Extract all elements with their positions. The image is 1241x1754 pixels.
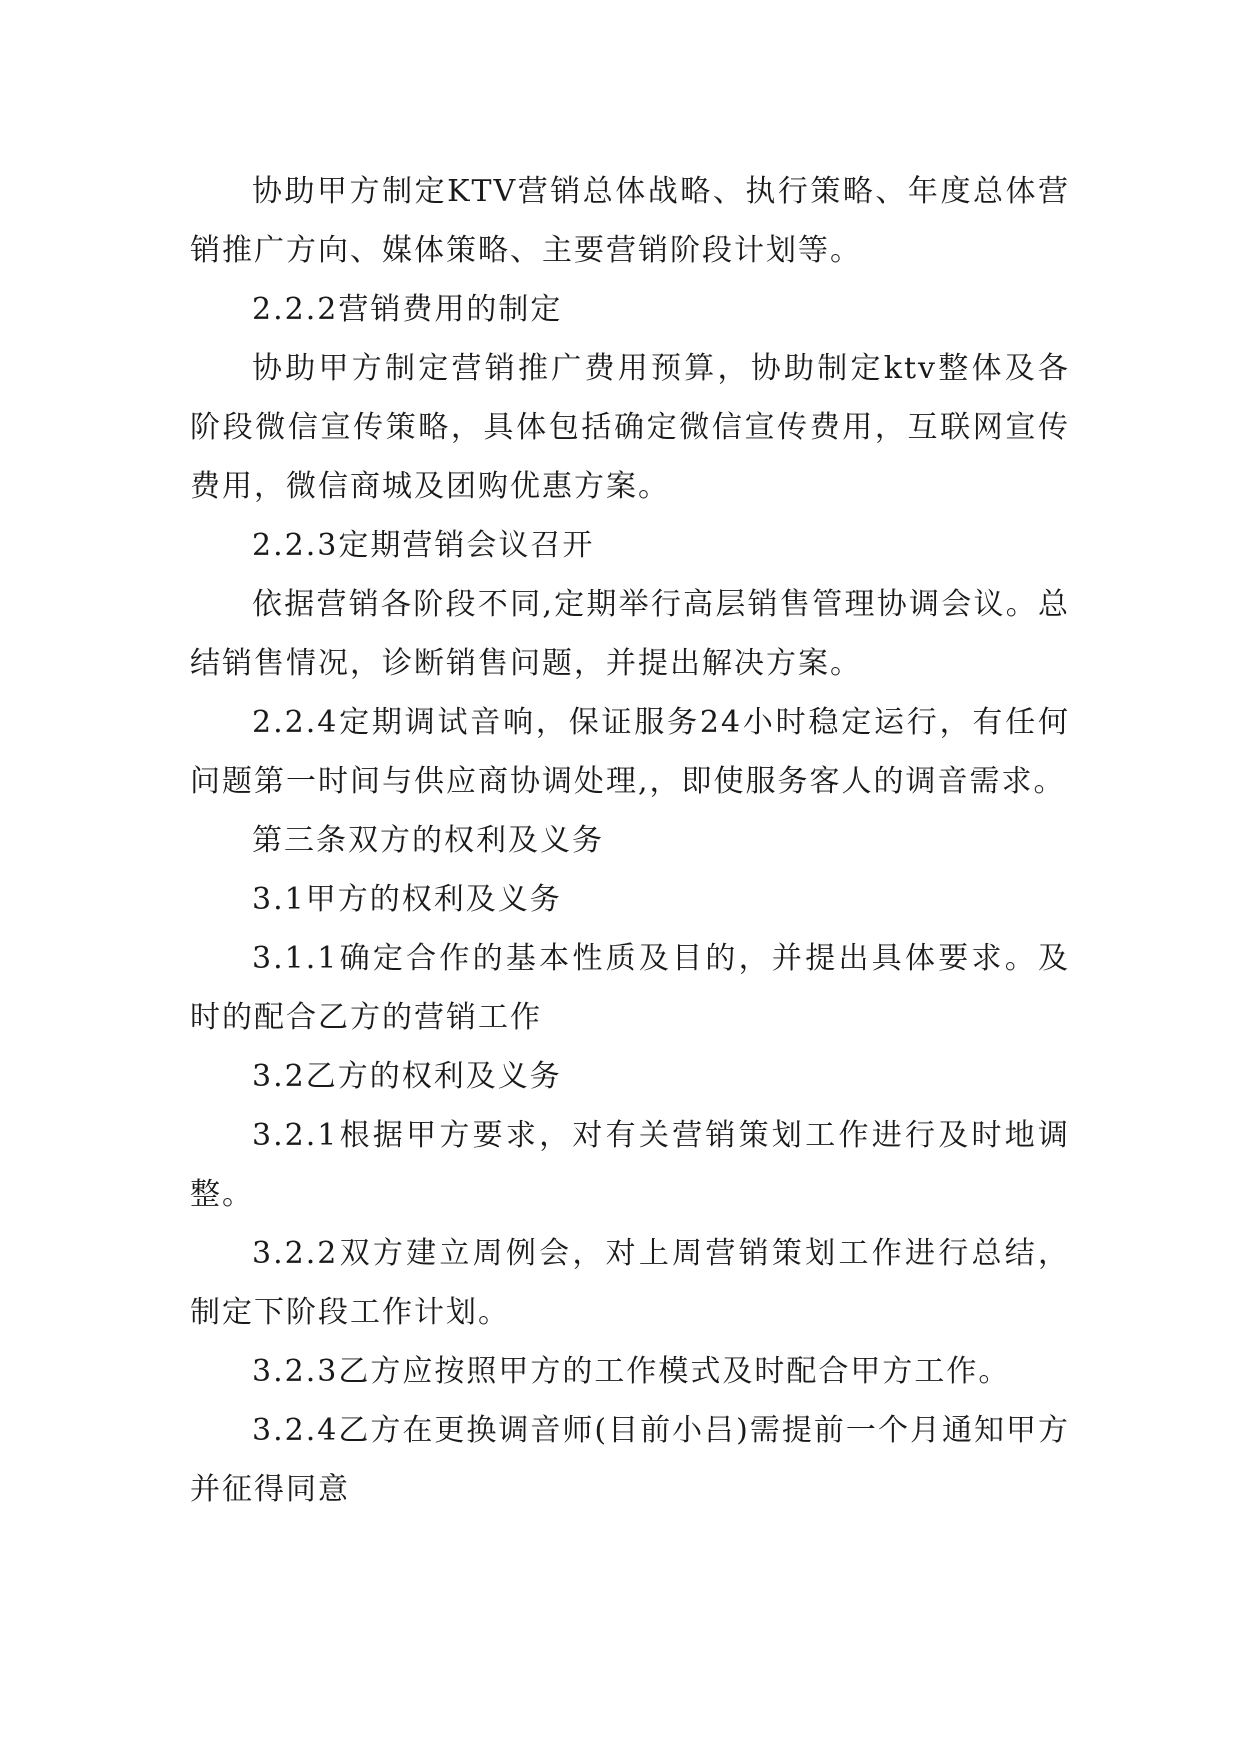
document-body bbox=[190, 162, 1070, 1519]
paragraph-3-2-4: 3.2.4乙方在更换调音师(目前小吕)需提前一个月通知甲方并征得同意 bbox=[190, 1413, 1070, 1507]
heading-2-2-3: 2.2.3定期营销会议召开 bbox=[252, 528, 595, 563]
paragraph-3-2-1: 3.2.1根据甲方要求，对有关营销策划工作进行及时地调整。 bbox=[190, 1118, 1070, 1212]
paragraph-2-2-4: 2.2.4定期调试音响，保证服务24小时稳定运行，有任何问题第一时间与供应商协调处理,，即使服务客人的调音需求。 bbox=[190, 705, 1070, 799]
paragraph-3-1-1: 3.1.1确定合作的基本性质及目的，并提出具体要求。及时的配合乙方的营销工作 bbox=[190, 941, 1070, 1035]
heading-article-3: 第三条双方的权利及义务 bbox=[252, 823, 604, 858]
heading-2-2-2: 2.2.2营销费用的制定 bbox=[252, 292, 563, 327]
paragraph-3-2-2: 3.2.2双方建立周例会，对上周营销策划工作进行总结，制定下阶段工作计划。 bbox=[190, 1236, 1070, 1330]
heading-3-2: 3.2乙方的权利及义务 bbox=[252, 1059, 562, 1094]
paragraph-strategy: 协助甲方制定KTV营销总体战略、执行策略、年度总体营销推广方向、媒体策略、主要营销阶段计划等。 bbox=[190, 174, 1070, 268]
heading-3-1: 3.1甲方的权利及义务 bbox=[252, 882, 562, 917]
paragraph-meetings: 依据营销各阶段不同,定期举行高层销售管理协调会议。总结销售情况，诊断销售问题，并提出解决方案。 bbox=[190, 587, 1070, 681]
paragraph-budget: 协助甲方制定营销推广费用预算，协助制定ktv整体及各阶段微信宣传策略，具体包括确定微信宣传费用，互联网宣传费用，微信商城及团购优惠方案。 bbox=[190, 351, 1070, 504]
paragraph-3-2-3: 3.2.3乙方应按照甲方的工作模式及时配合甲方工作。 bbox=[252, 1354, 1011, 1389]
